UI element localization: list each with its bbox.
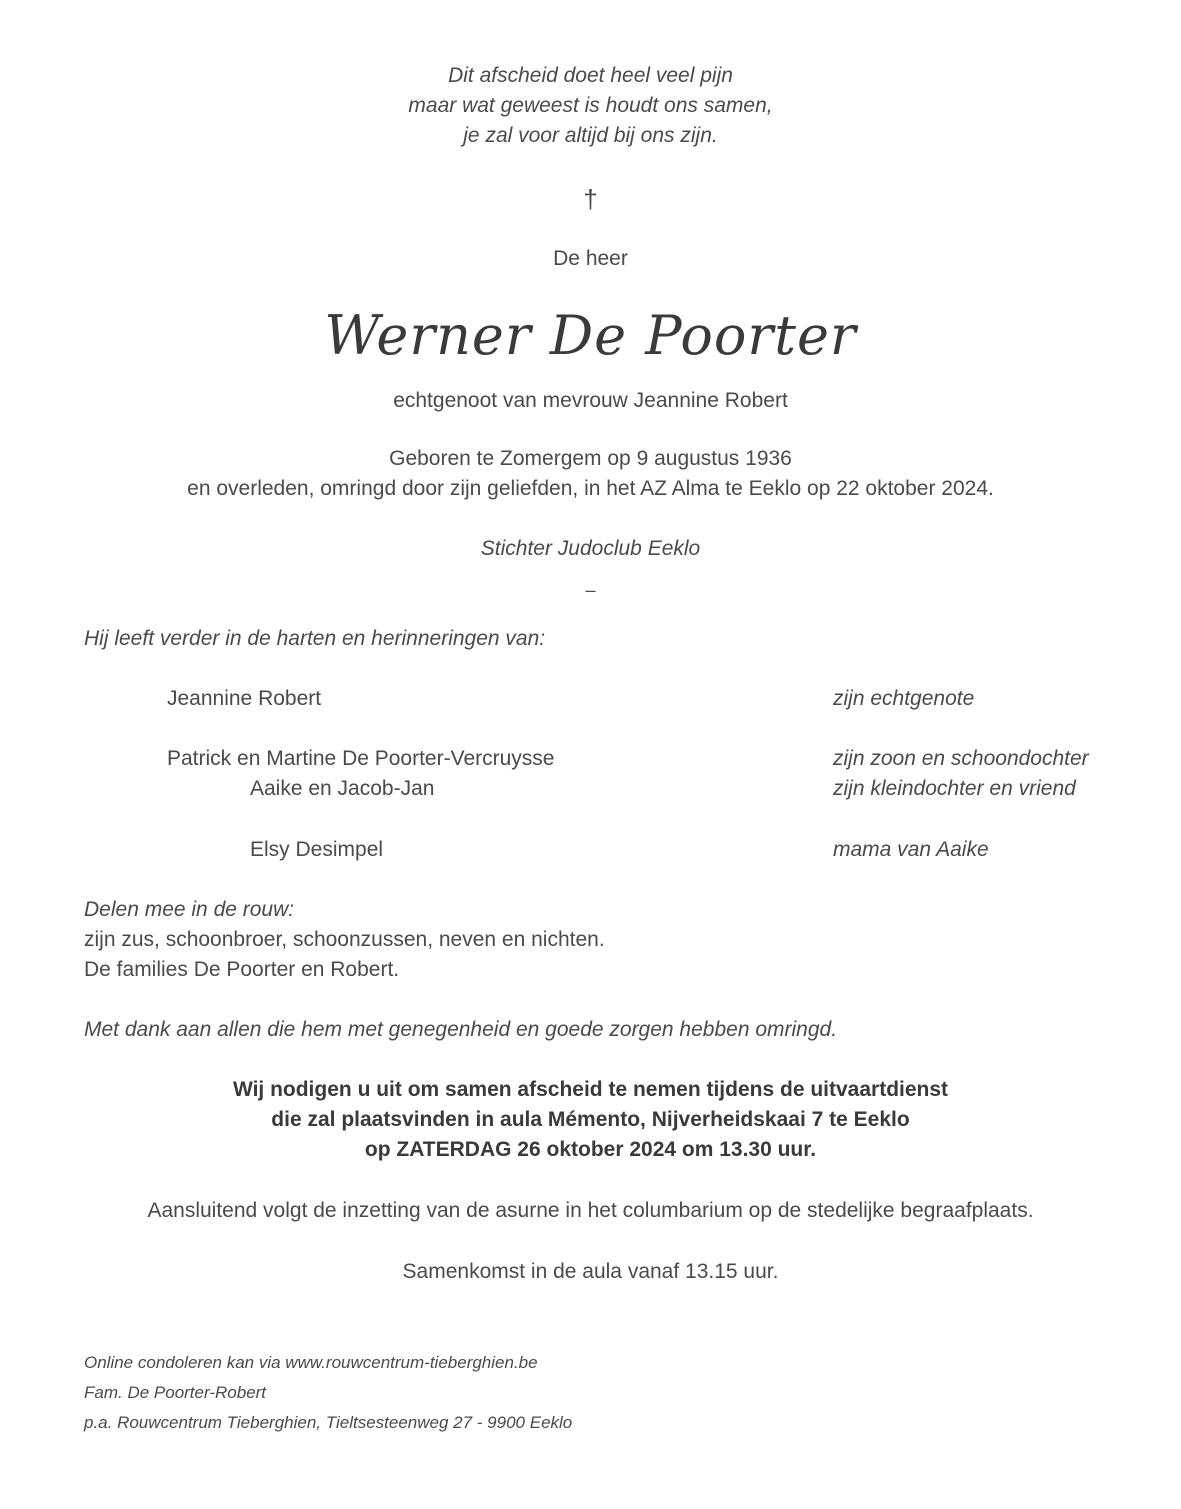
poem-line-3: je zal voor altijd bij ons zijn. bbox=[463, 124, 718, 147]
poem-line-1: Dit afscheid doet heel veel pijn bbox=[448, 64, 733, 87]
footer-address: p.a. Rouwcentrum Tieberghien, Tieltsesteenweg 27 - 9900 Eeklo bbox=[84, 1413, 573, 1432]
death-line: en overleden, omringd door zijn geliefden, in het AZ Alma te Eeklo op 22 oktober 2024. bbox=[187, 477, 994, 500]
survivor-relation: mama van Aaike bbox=[833, 838, 989, 861]
mourning-line: De families De Poorter en Robert. bbox=[84, 958, 400, 981]
birth-line: Geboren te Zomergem op 9 augustus 1936 bbox=[389, 447, 792, 470]
gathering-line: Samenkomst in de aula vanaf 13.15 uur. bbox=[402, 1260, 779, 1283]
footer-condolence: Online condoleren kan via www.rouwcentrum-tieberghien.be bbox=[84, 1353, 538, 1372]
invitation-line-2: die zal plaatsvinden in aula Mémento, Nijverheidskaai 7 te Eeklo bbox=[271, 1108, 910, 1131]
survivor-name: Patrick en Martine De Poorter-Vercruysse bbox=[167, 747, 555, 770]
thanks-line: Met dank aan allen die hem met genegenheid en goede zorgen hebben omringd. bbox=[84, 1018, 838, 1041]
survivor-name: Elsy Desimpel bbox=[250, 838, 384, 861]
footer-family: Fam. De Poorter-Robert bbox=[84, 1383, 267, 1402]
survivor-relation: zijn zoon en schoondochter bbox=[833, 747, 1089, 770]
invitation-line-1: Wij nodigen u uit om samen afscheid te nemen tijdens de uitvaartdienst bbox=[232, 1078, 949, 1101]
mourning-line: zijn zus, schoonbroer, schoonzussen, neven en nichten. bbox=[84, 928, 605, 951]
urn-line: Aansluitend volgt de inzetting van de asurne in het columbarium op de stedelijke begraafplaats. bbox=[147, 1199, 1034, 1222]
separator: – bbox=[585, 580, 596, 600]
role-line: Stichter Judoclub Eeklo bbox=[480, 537, 701, 560]
poem-line-2: maar wat geweest is houdt ons samen, bbox=[408, 94, 773, 117]
honorific: De heer bbox=[553, 247, 628, 270]
survivors-intro: Hij leeft verder in de harten en herinneringen van: bbox=[84, 627, 546, 650]
survivor-relation: zijn kleindochter en vriend bbox=[833, 777, 1076, 800]
invitation-line-3: op ZATERDAG 26 oktober 2024 om 13.30 uur. bbox=[364, 1138, 817, 1161]
spouse-line: echtgenoot van mevrouw Jeannine Robert bbox=[393, 389, 788, 412]
survivor-relation: zijn echtgenote bbox=[833, 687, 975, 710]
deceased-name: Werner De Poorter bbox=[324, 304, 857, 367]
survivor-name: Aaike en Jacob-Jan bbox=[250, 777, 435, 800]
survivor-name: Jeannine Robert bbox=[167, 687, 322, 710]
mourning-intro: Delen mee in de rouw: bbox=[84, 898, 295, 921]
cross-icon: † bbox=[583, 184, 598, 214]
